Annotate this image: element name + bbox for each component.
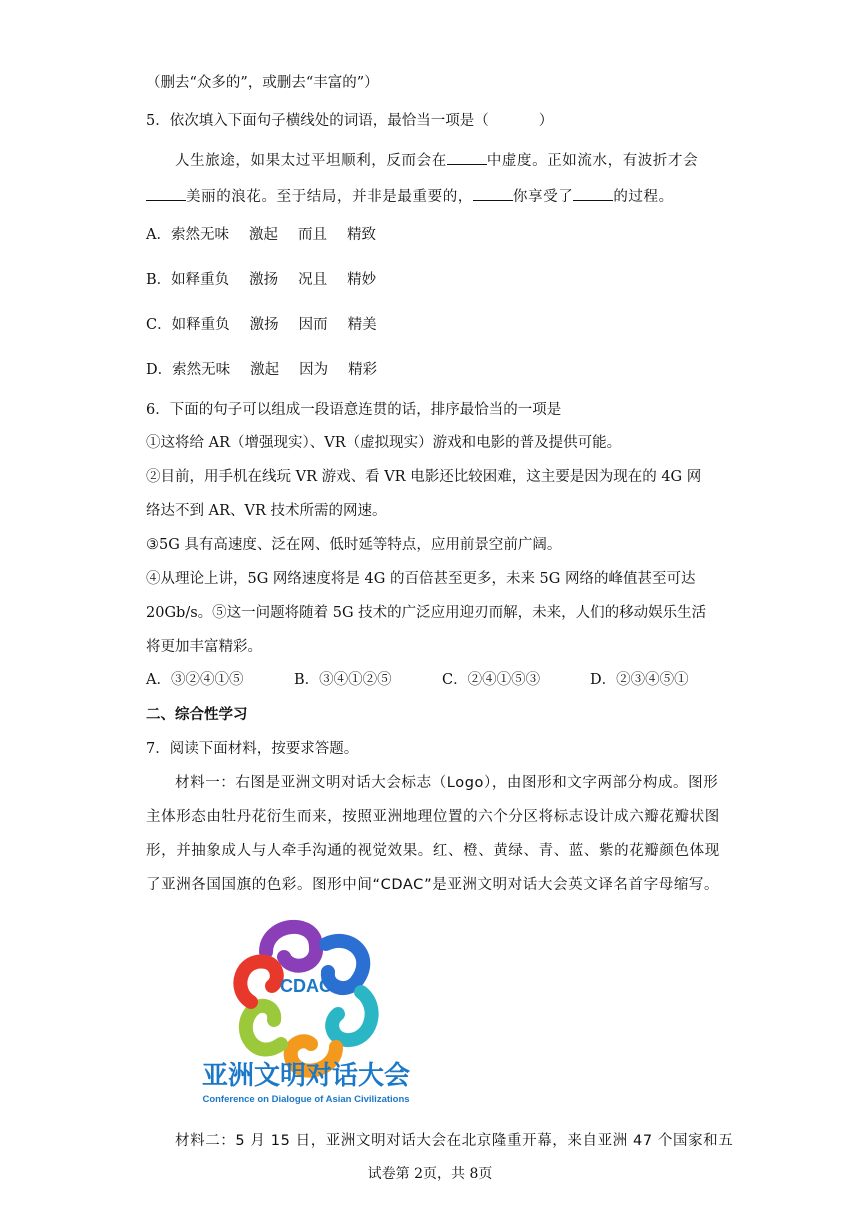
option-word: 如释重负 — [171, 317, 230, 333]
flower-petals — [240, 927, 371, 1071]
option-word: 激起 — [248, 227, 278, 243]
option-label: A． — [146, 227, 171, 243]
q5-passage-line1 — [175, 150, 698, 171]
q6-choice-a: A．③②④①⑤ — [146, 672, 244, 688]
q6-sentence-4-cont: 20Gb/s。⑤这一问题将随着 5G 技术的广泛应用迎刃而解，未来，人们的移动娱乐生活 — [146, 605, 707, 621]
q7-material1-line3: 形，并抽象成人与人牵手沟通的视觉效果。红、橙、黄绿、青、蓝、紫的花瓣颜色体现 — [146, 843, 720, 859]
logo-abbr: CDAC — [280, 976, 332, 996]
option-word: 索然无味 — [172, 362, 231, 378]
option-word: 激扬 — [249, 272, 279, 288]
q5-passage-text: 的过程。 — [613, 189, 674, 205]
option-word: 因而 — [298, 317, 328, 333]
petal-green — [246, 1006, 281, 1050]
option-word: 因为 — [299, 362, 329, 378]
logo-cn-name: 亚洲文明对话大会 — [201, 1061, 411, 1091]
q7-material1-line4: 了亚洲各国国旗的色彩。图形中间“CDAC”是亚洲文明对话大会英文译名首字母缩写。 — [146, 877, 720, 893]
option-word: 精致 — [346, 227, 376, 243]
q6-choice-b: B．③④①②⑤ — [294, 672, 392, 688]
q5-stem-close: ） — [538, 113, 554, 129]
option-word: 而且 — [297, 227, 327, 243]
q6-sentence-4: ④从理论上讲，5G 网络速度将是 4G 的百倍甚至更多，未来 5G 网络的峰值甚至可达 — [146, 571, 696, 587]
page-footer: 试卷第 2页，共 8页 — [367, 1166, 493, 1182]
option-word: 精彩 — [348, 362, 378, 378]
q7-material1-line2: 主体形态由牡丹花衍生而来，按照亚洲地理位置的六个分区将标志设计成六瓣花瓣状图 — [146, 809, 720, 825]
q5-stem — [146, 111, 553, 131]
option-word: 索然无味 — [170, 227, 229, 243]
intro-note: （删去“众多的”，或删去“丰富的”） — [146, 75, 379, 91]
petal-red — [240, 961, 276, 1002]
cdac-logo — [196, 912, 416, 1107]
option-label: B． — [146, 272, 172, 288]
logo-en-name: Conference on Dialogue of Asian Civilizations — [202, 1094, 410, 1105]
q5-option-a — [146, 225, 396, 245]
answer-blank — [573, 186, 613, 201]
option-word: 激起 — [250, 362, 280, 378]
option-label: C． — [146, 317, 172, 333]
q5-stem-text: 5．依次填入下面句子横线处的词语，最恰当一项是（ — [146, 113, 489, 129]
q6-sentence-2: ②目前，用手机在线玩 VR 游戏、看 VR 电影还比较困难，这主要是因为现在的 4G 网 — [146, 469, 702, 485]
q5-option-b — [146, 270, 396, 290]
option-word: 如释重负 — [171, 272, 230, 288]
section-title: 二、综合性学习 — [146, 707, 248, 723]
q6-sentence-4-end: 将更加丰富精彩。 — [146, 639, 262, 655]
q6-sentence-2-cont: 络达不到 AR、VR 技术所需的网速。 — [146, 503, 387, 519]
q7-stem: 7．阅读下面材料，按要求答题。 — [146, 741, 359, 757]
q6-choice-d: D．②③④⑤① — [590, 672, 689, 688]
q5-passage-line2 — [146, 186, 674, 207]
q6-choices — [146, 670, 738, 690]
q6-sentence-1: ①这将给 AR（增强现实）、VR（虚拟现实）游戏和电影的普及提供可能。 — [146, 435, 622, 451]
option-word: 况且 — [298, 272, 328, 288]
option-word: 激扬 — [249, 317, 279, 333]
q6-stem: 6．下面的句子可以组成一段语意连贯的话，排序最恰当的一项是 — [146, 402, 562, 418]
q5-passage-text: 美丽的浪花。至于结局，并非是最重要的， — [186, 189, 473, 205]
option-word: 精妙 — [347, 272, 377, 288]
petal-teal — [332, 992, 371, 1040]
answer-blank — [146, 186, 186, 201]
option-word: 精美 — [347, 317, 377, 333]
option-label: D． — [146, 362, 173, 378]
q5-passage-text: 你享受了 — [512, 189, 574, 205]
q5-passage-text: 中虚度。正如流水，有波折才会 — [486, 153, 699, 169]
q5-option-c — [146, 315, 397, 335]
q6-sentence-3: ③5G 具有高速度、泛在网、低时延等特点，应用前景空前广阔。 — [146, 537, 562, 553]
q5-passage-text: 人生旅途，如果太过平坦顺利，反而会在 — [175, 153, 447, 169]
q7-material1-line1: 材料一：右图是亚洲文明对话大会标志（Logo），由图形和文字两部分构成。图形 — [175, 775, 719, 791]
q7-material2-line1: 材料二：5 月 15 日，亚洲文明对话大会在北京隆重开幕，来自亚洲 47 个国家和五 — [175, 1133, 734, 1149]
answer-blank — [447, 150, 487, 165]
q6-choice-c: C．②④①⑤③ — [442, 672, 541, 688]
q5-option-d — [146, 360, 397, 380]
answer-blank — [473, 186, 513, 201]
